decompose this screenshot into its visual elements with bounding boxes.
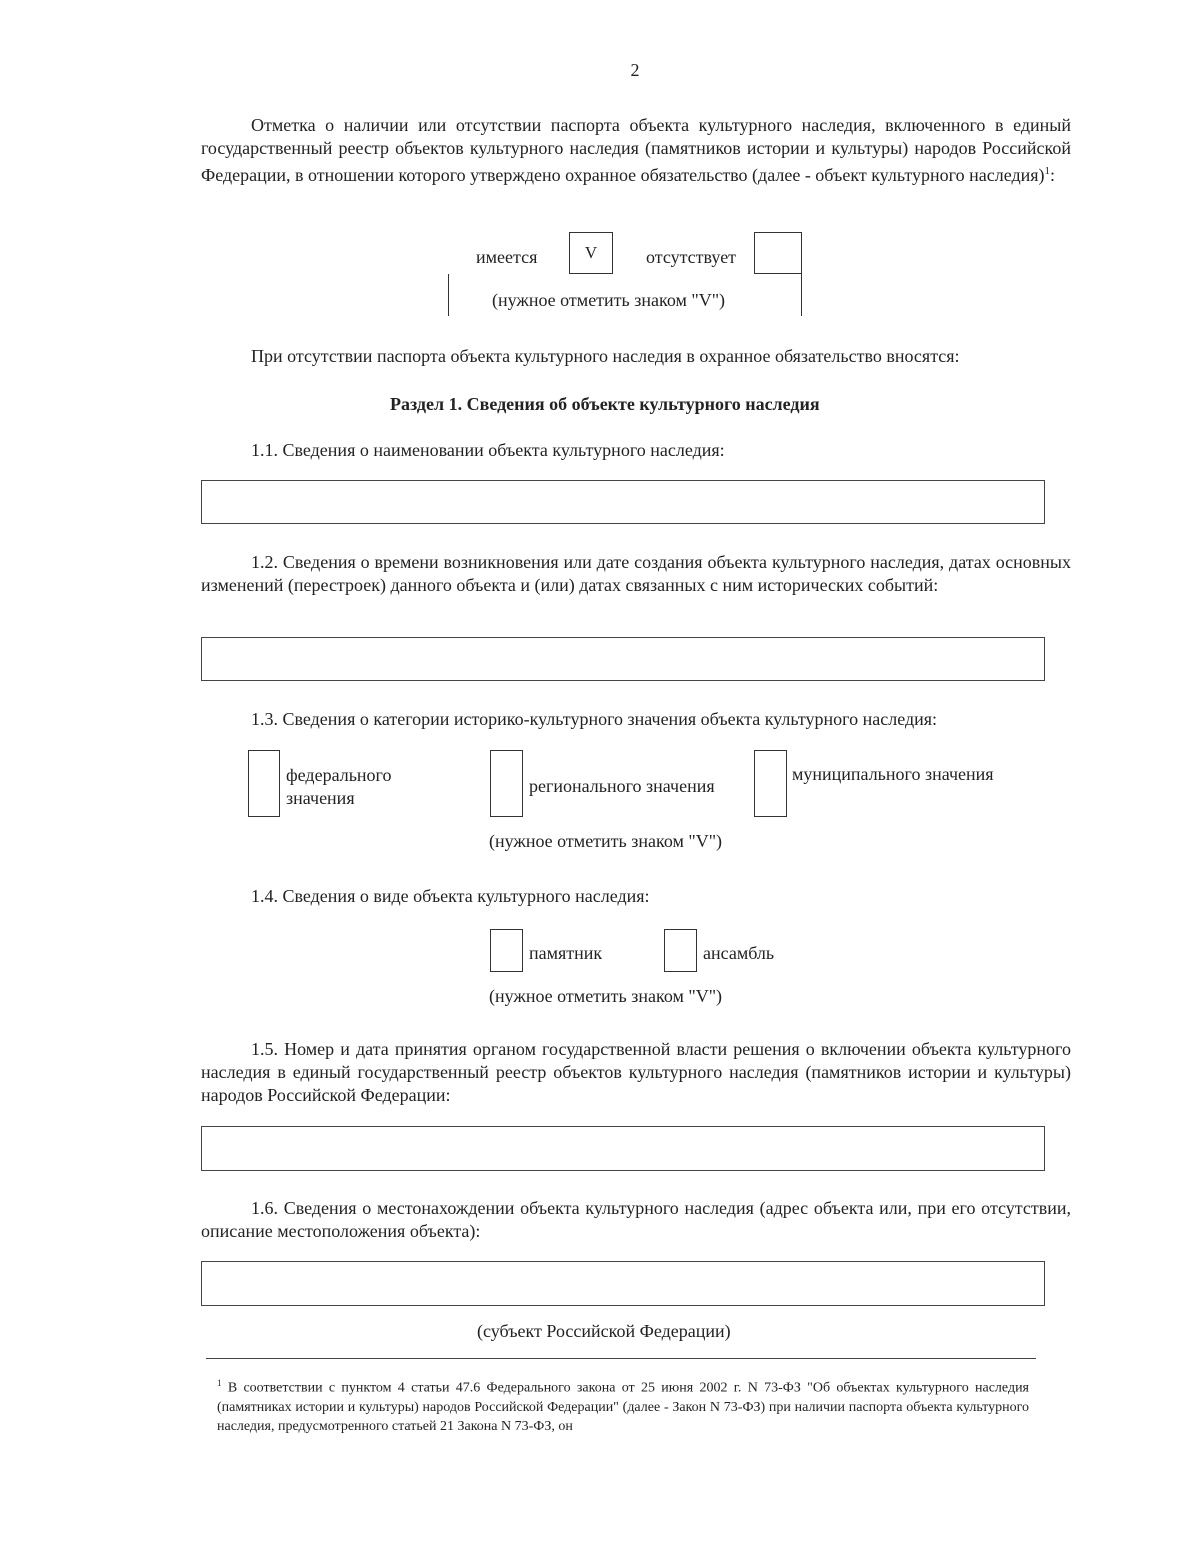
footnote-marker: 1 <box>217 1378 222 1388</box>
subject-caption: (субъект Российской Федерации) <box>477 1321 731 1341</box>
kind-monument-checkbox[interactable] <box>490 929 523 972</box>
passport-has-label: имеется <box>476 247 538 267</box>
item-1-1-field[interactable] <box>201 480 1045 524</box>
item-1-4-label: 1.4. Сведения о виде объекта культурного наследия: <box>251 886 650 906</box>
passport-has-checkbox[interactable] <box>569 232 613 274</box>
absent-paragraph: При отсутствии паспорта объекта культурного наследия в охранное обязательство вносятся: <box>251 346 960 366</box>
passport-hint: (нужное отметить знаком "V") <box>492 290 726 310</box>
bracket-left <box>448 274 449 316</box>
footnote-separator <box>206 1358 1036 1359</box>
intro-paragraph <box>201 114 1071 187</box>
kind-monument-label: памятник <box>529 943 603 963</box>
category-federal-checkbox[interactable] <box>248 750 280 817</box>
category-municipal-label: муниципального значения <box>792 764 994 784</box>
footnote <box>217 1374 1029 1436</box>
intro-colon: : <box>1050 165 1056 185</box>
check-mark: V <box>584 243 598 262</box>
category-federal-label-line2: значения <box>286 788 355 808</box>
kind-ensemble-label: ансамбль <box>703 943 775 963</box>
kind-ensemble-checkbox[interactable] <box>664 929 697 972</box>
footnote-ref: 1 <box>1044 165 1051 177</box>
footnote-text: В соответствии с пунктом 4 статьи 47.6 Федерального закона от 25 июня 2002 г. N 73-ФЗ "Об объектах культурного наследия (памятниках истории и культуры) народов Российской Федерации" (далее - Закон N 73-ФЗ) при наличии паспорта объекта культурного наследия, предусмотренного статьей 21 Закона N 73-ФЗ, он <box>217 1380 1029 1434</box>
item-1-6-label: 1.6. Сведения о местонахождении объекта культурного наследия (адрес объекта или, при его отсутствии, описание местоположения объекта): <box>201 1198 1071 1241</box>
intro-text: Отметка о наличии или отсутствии паспорта объекта культурного наследия, включенного в единый государственный реестр объектов культурного наследия (памятников истории и культуры) народов Российской Федерации, в отношении которого утверждено охранное обязательство (далее - объект культурного наследия) <box>201 115 1071 185</box>
item-1-3-label: 1.3. Сведения о категории историко-культурного значения объекта культурного наследия: <box>251 709 938 729</box>
item-1-5-field[interactable] <box>201 1126 1045 1171</box>
item-1-2-label: 1.2. Сведения о времени возникновения или дате создания объекта культурного наследия, датах основных изменений (перестроек) данного объекта и (или) датах связанных с ним исторических событий: <box>201 552 1071 595</box>
passport-absent-label: отсутствует <box>646 247 737 267</box>
kind-hint: (нужное отметить знаком "V") <box>489 986 723 1006</box>
passport-absent-checkbox[interactable] <box>754 232 802 274</box>
category-hint: (нужное отметить знаком "V") <box>489 831 723 851</box>
item-1-5-label: 1.5. Номер и дата принятия органом государственной власти решения о включении объекта культурного наследия в единый государственный реестр объектов культурного наследия (памятников истории и культуры) народов Российской Федерации: <box>201 1039 1071 1105</box>
section-heading: Раздел 1. Сведения об объекте культурного наследия <box>390 394 820 414</box>
category-municipal-checkbox[interactable] <box>754 750 787 817</box>
category-federal-label <box>286 764 391 810</box>
item-1-2-field[interactable] <box>201 637 1045 681</box>
category-regional-checkbox[interactable] <box>490 750 523 817</box>
category-regional-label: регионального значения <box>529 776 715 796</box>
item-1-1-label: 1.1. Сведения о наименовании объекта культурного наследия: <box>251 440 725 460</box>
page-number: 2 <box>630 60 640 80</box>
bracket-right <box>801 274 802 316</box>
category-federal-label-line1: федерального <box>286 765 392 785</box>
item-1-6-field[interactable] <box>201 1261 1045 1306</box>
